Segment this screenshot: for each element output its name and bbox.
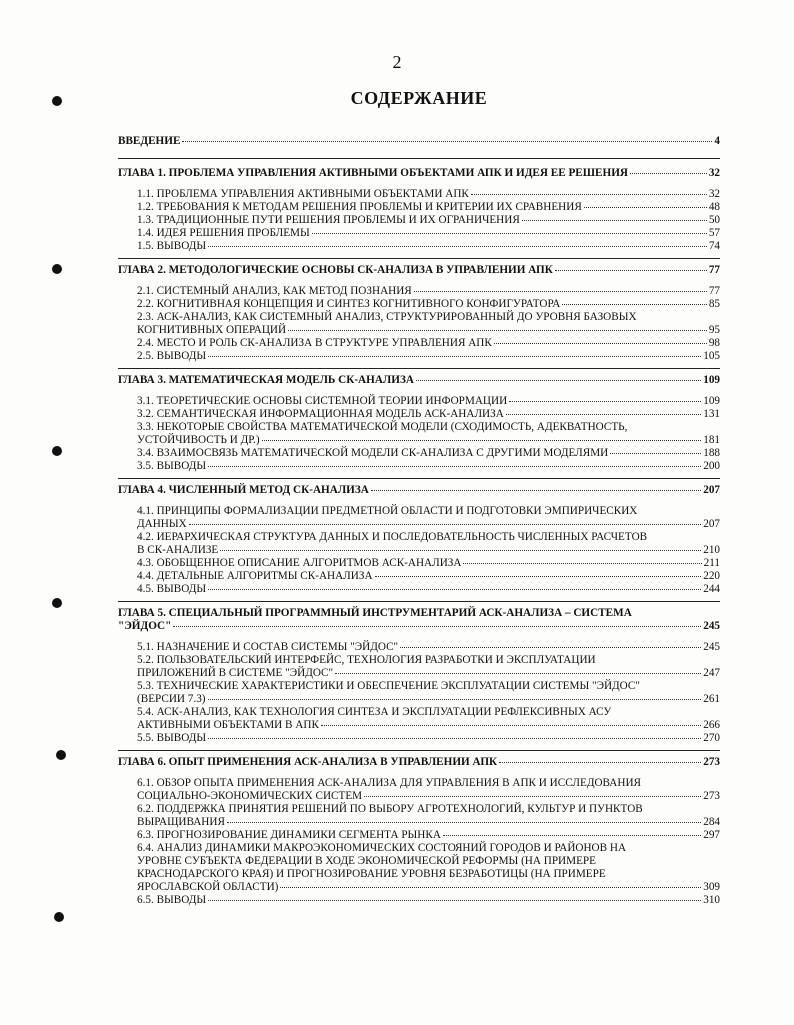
divider [118,601,720,602]
toc-section[interactable] [137,894,720,907]
toc-section[interactable] [137,214,720,227]
toc-section[interactable] [137,816,720,829]
toc-page-number: 77 [708,264,720,276]
toc-page-number: 74 [708,240,720,252]
toc-page-number: 181 [703,434,720,446]
toc-section-label: УСТОЙЧИВОСТЬ И ДР.) [137,434,260,446]
toc-section-line: УРОВНЕ СУБЪЕКТА ФЕДЕРАЦИИ В ХОДЕ ЭКОНОМИЧЕСКОЙ РЕФОРМЫ (НА ПРИМЕРЕ [137,855,596,867]
toc-section[interactable] [137,350,720,363]
toc-section-first-line: 4.2. ИЕРАРХИЧЕСКАЯ СТРУКТУРА ДАННЫХ И ПОСЛЕДОВАТЕЛЬНОСТЬ ЧИСЛЕННЫХ РАСЧЕТОВ [137,531,648,543]
toc-page-number: 309 [703,881,720,893]
dot-leader [494,343,707,344]
dot-leader [522,220,707,221]
punch-hole-6 [54,912,64,922]
dot-leader [280,887,701,888]
toc-chapter-label: ГЛАВА 6. ОПЫТ ПРИМЕНЕНИЯ АСК-АНАЛИЗА В УПРАВЛЕНИИ АПК [118,756,498,768]
toc-section[interactable] [137,434,720,447]
divider [118,368,720,369]
dot-leader [443,835,701,836]
toc-chapter-label: ГЛАВА 3. МАТЕМАТИЧЕСКАЯ МОДЕЛЬ СК-АНАЛИЗА [118,374,414,386]
toc-page-number: 188 [703,447,720,459]
toc-section-label: 1.2. ТРЕБОВАНИЯ К МЕТОДАМ РЕШЕНИЯ ПРОБЛЕМЫ И КРИТЕРИИ ИХ СРАВНЕНИЯ [137,201,582,213]
toc-section-line: КРАСНОДАРСКОГО КРАЯ) И ПРОГНОЗИРОВАНИЕ УРОВНЯ БЕЗРАБОТИЦЫ (НА ПРИМЕРЕ [137,868,606,880]
dot-leader [321,725,701,726]
toc-section-label: 6.5. ВЫВОДЫ [137,894,207,906]
toc-section[interactable] [137,395,720,408]
toc-page-number: 105 [703,350,720,362]
toc-section-label: 3.1. ТЕОРЕТИЧЕСКИЕ ОСНОВЫ СИСТЕМНОЙ ТЕОРИИ ИНФОРМАЦИИ [137,395,508,407]
toc-page-number: 98 [708,337,720,349]
toc-chapter-1[interactable] [118,167,720,180]
toc-page-number: 245 [703,620,720,632]
divider [118,158,720,159]
toc-section[interactable] [137,240,720,253]
toc-section[interactable] [137,641,720,654]
toc-section-first-line: 6.1. ОБЗОР ОПЫТА ПРИМЕНЕНИЯ АСК-АНАЛИЗА ДЛЯ УПРАВЛЕНИЯ В АПК И ИССЛЕДОВАНИЯ [137,777,641,789]
toc-page-number: 261 [703,693,720,705]
toc-section-label: (ВЕРСИИ 7.3) [137,693,206,705]
toc-section[interactable] [137,557,720,570]
toc-page-number: 109 [703,395,720,407]
toc-chapter-label: ГЛАВА 1. ПРОБЛЕМА УПРАВЛЕНИЯ АКТИВНЫМИ ОБЪЕКТАМИ АПК И ИДЕЯ ЕЕ РЕШЕНИЯ [118,167,628,179]
toc-section-label: 3.2. СЕМАНТИЧЕСКАЯ ИНФОРМАЦИОННАЯ МОДЕЛЬ АСК-АНАЛИЗА [137,408,504,420]
toc-chapter-label: ГЛАВА 2. МЕТОДОЛОГИЧЕСКИЕ ОСНОВЫ СК-АНАЛИЗА В УПРАВЛЕНИИ АПК [118,264,553,276]
toc-page-number: 4 [714,135,720,147]
toc-section[interactable] [137,544,720,557]
toc-section[interactable] [137,667,720,680]
toc-page-number: 50 [708,214,720,226]
toc-section[interactable] [137,719,720,732]
toc-section-label: 2.2. КОГНИТИВНАЯ КОНЦЕПЦИЯ И СИНТЕЗ КОГНИТИВНОГО КОНФИГУРАТОРА [137,298,561,310]
dot-leader [555,270,707,271]
toc-section[interactable] [137,201,720,214]
punch-hole-1 [52,96,62,106]
toc-section-label: 1.3. ТРАДИЦИОННЫЕ ПУТИ РЕШЕНИЯ ПРОБЛЕМЫ И ИХ ОГРАНИЧЕНИЯ [137,214,520,226]
dot-leader [375,576,702,577]
toc-page-number: 284 [703,816,720,828]
dot-leader [173,626,701,627]
dot-leader [610,453,701,454]
toc-section[interactable] [137,408,720,421]
toc-section[interactable] [137,570,720,583]
toc-chapter-first-line: ГЛАВА 5. СПЕЦИАЛЬНЫЙ ПРОГРАММНЫЙ ИНСТРУМЕНТАРИЙ АСК-АНАЛИЗА – СИСТЕМА [118,607,632,619]
toc-section[interactable] [137,460,720,473]
toc-page-number: 310 [703,894,720,906]
toc-section-line: 6.4. АНАЛИЗ ДИНАМИКИ МАКРОЭКОНОМИЧЕСКИХ СОСТОЯНИЙ ГОРОДОВ И РАЙОНОВ НА [137,842,627,854]
dot-leader [189,524,702,525]
toc-page-number: 32 [708,167,720,179]
dot-leader [312,233,707,234]
toc-page-number: 95 [708,324,720,336]
toc-page-number: 77 [708,285,720,297]
toc-section-label: 4.4. ДЕТАЛЬНЫЕ АЛГОРИТМЫ СК-АНАЛИЗА [137,570,373,582]
toc-section-first-line: 3.3. НЕКОТОРЫЕ СВОЙСТВА МАТЕМАТИЧЕСКОЙ МОДЕЛИ (СХОДИМОСТЬ, АДЕКВАТНОСТЬ, [137,421,628,433]
punch-hole-4 [52,598,62,608]
dot-leader [414,291,707,292]
toc-section[interactable] [137,583,720,596]
dot-leader [562,304,706,305]
page-title: СОДЕРЖАНИЕ [350,88,488,108]
toc-section[interactable] [137,337,720,350]
toc-section-label: 2.1. СИСТЕМНЫЙ АНАЛИЗ, КАК МЕТОД ПОЗНАНИЯ [137,285,412,297]
table-of-contents [118,130,720,907]
dot-leader [208,738,701,739]
dot-leader [182,141,712,142]
toc-section-label: 1.5. ВЫВОДЫ [137,240,207,252]
toc-section-label: ЯРОСЛАВСКОЙ ОБЛАСТИ) [137,881,279,893]
toc-section-label: В СК-АНАЛИЗЕ [137,544,219,556]
dot-leader [335,673,701,674]
toc-section[interactable] [137,298,720,311]
toc-section[interactable] [137,732,720,745]
toc-chapter-5[interactable] [118,620,720,633]
toc-section[interactable] [137,693,720,706]
toc-page-number: 273 [703,756,720,768]
toc-section-label: 1.1. ПРОБЛЕМА УПРАВЛЕНИЯ АКТИВНЫМИ ОБЪЕКТАМИ АПК [137,188,469,200]
toc-section[interactable] [137,324,720,337]
toc-page-number: 273 [703,790,720,802]
toc-section-first-line: 5.2. ПОЛЬЗОВАТЕЛЬСКИЙ ИНТЕРФЕЙС, ТЕХНОЛОГИЯ РАЗРАБОТКИ И ЭКСПЛУАТАЦИИ [137,654,596,666]
toc-section-label: ВЫРАЩИВАНИЯ [137,816,225,828]
toc-chapter-3[interactable] [118,374,720,387]
toc-section-label: КОГНИТИВНЫХ ОПЕРАЦИЙ [137,324,287,336]
toc-page-number: 297 [703,829,720,841]
toc-page-number: 48 [708,201,720,213]
divider [118,478,720,479]
toc-page-number: 210 [703,544,720,556]
toc-intro[interactable] [118,135,720,148]
toc-page-number: 245 [703,641,720,653]
toc-page-number: 244 [703,583,720,595]
dot-leader [208,699,702,700]
dot-leader [371,490,701,491]
toc-section-label: 2.5. ВЫВОДЫ [137,350,207,362]
dot-leader [584,207,707,208]
divider [118,750,720,751]
toc-section-label: ПРИЛОЖЕНИЙ В СИСТЕМЕ "ЭЙДОС" [137,667,334,679]
toc-section[interactable] [137,285,720,298]
toc-chapter-label: ГЛАВА 4. ЧИСЛЕННЫЙ МЕТОД СК-АНАЛИЗА [118,484,369,496]
toc-page-number: 220 [703,570,720,582]
dot-leader [208,466,701,467]
toc-page-number: 247 [703,667,720,679]
dot-leader [416,380,701,381]
dot-leader [208,900,701,901]
toc-section-label: ДАННЫХ [137,518,187,530]
toc-section-label: 3.4. ВЗАИМОСВЯЗЬ МАТЕМАТИЧЕСКОЙ МОДЕЛИ СК-АНАЛИЗА С ДРУГИМИ МОДЕЛЯМИ [137,447,609,459]
toc-section-label: СОЦИАЛЬНО-ЭКОНОМИЧЕСКИХ СИСТЕМ [137,790,363,802]
toc-page-number: 200 [703,460,720,472]
toc-section[interactable] [137,447,720,460]
dot-leader [364,796,701,797]
toc-page-number: 131 [703,408,720,420]
page-number: 2 [392,52,402,72]
toc-page-number: 207 [703,484,720,496]
toc-page-number: 211 [703,557,720,569]
dot-leader [471,194,707,195]
punch-hole-5 [56,750,66,760]
toc-section-first-line: 4.1. ПРИНЦИПЫ ФОРМАЛИЗАЦИИ ПРЕДМЕТНОЙ ОБЛАСТИ И ПОДГОТОВКИ ЭМПИРИЧЕСКИХ [137,505,638,517]
toc-page-number: 266 [703,719,720,731]
toc-section[interactable] [137,227,720,240]
toc-section-first-line: 2.3. АСК-АНАЛИЗ, КАК СИСТЕМНЫЙ АНАЛИЗ, СТРУКТУРИРОВАННЫЙ ДО УРОВНЯ БАЗОВЫХ [137,311,637,323]
toc-section[interactable] [137,829,720,842]
dot-leader [208,589,701,590]
toc-section-label: 5.5. ВЫВОДЫ [137,732,207,744]
toc-section[interactable] [137,188,720,201]
dot-leader [499,762,701,763]
toc-section-first-line: 5.3. ТЕХНИЧЕСКИЕ ХАРАКТЕРИСТИКИ И ОБЕСПЕЧЕНИЕ ЭКСПЛУАТАЦИИ СИСТЕМЫ "ЭЙДОС" [137,680,640,692]
toc-chapter-label: "ЭЙДОС" [118,620,172,632]
dot-leader [630,173,707,174]
punch-hole-2 [52,264,62,274]
toc-section-label: 4.5. ВЫВОДЫ [137,583,207,595]
toc-section[interactable] [137,518,720,531]
divider [118,258,720,259]
toc-chapter-4[interactable] [118,484,720,497]
toc-section-label: 1.4. ИДЕЯ РЕШЕНИЯ ПРОБЛЕМЫ [137,227,310,239]
toc-section-label: 2.4. МЕСТО И РОЛЬ СК-АНАЛИЗА В СТРУКТУРЕ УПРАВЛЕНИЯ АПК [137,337,492,349]
toc-section-first-line: 6.2. ПОДДЕРЖКА ПРИНЯТИЯ РЕШЕНИЙ ПО ВЫБОРУ АГРОТЕХНОЛОГИЙ, КУЛЬТУР И ПУНКТОВ [137,803,643,815]
dot-leader [208,356,701,357]
toc-page-number: 32 [708,188,720,200]
toc-page-number: 57 [708,227,720,239]
toc-page-number: 85 [708,298,720,310]
toc-section-first-line: 5.4. АСК-АНАЛИЗ, КАК ТЕХНОЛОГИЯ СИНТЕЗА И ЭКСПЛУАТАЦИИ РЕФЛЕКСИВНЫХ АСУ [137,706,612,718]
dot-leader [208,246,707,247]
toc-section-label: 5.1. НАЗНАЧЕНИЕ И СОСТАВ СИСТЕМЫ "ЭЙДОС" [137,641,399,653]
toc-section[interactable] [137,790,720,803]
toc-section[interactable] [137,881,720,894]
dot-leader [227,822,701,823]
toc-page-number: 109 [703,374,720,386]
toc-section-label: АКТИВНЫМИ ОБЪЕКТАМИ В АПК [137,719,319,731]
toc-page-number: 207 [703,518,720,530]
toc-section-label: 4.3. ОБОБЩЕННОЕ ОПИСАНИЕ АЛГОРИТМОВ АСК-АНАЛИЗА [137,557,462,569]
toc-chapter-2[interactable] [118,264,720,277]
dot-leader [288,330,707,331]
toc-section-label: 6.3. ПРОГНОЗИРОВАНИЕ ДИНАМИКИ СЕГМЕНТА РЫНКА [137,829,441,841]
dot-leader [220,550,701,551]
toc-page-number: 270 [703,732,720,744]
punch-hole-3 [52,446,62,456]
toc-chapter-6[interactable] [118,756,720,769]
dot-leader [463,563,701,564]
toc-section-label: 3.5. ВЫВОДЫ [137,460,207,472]
toc-entry-label: ВВЕДЕНИЕ [118,135,181,147]
dot-leader [509,401,701,402]
dot-leader [400,647,701,648]
dot-leader [506,414,701,415]
dot-leader [262,440,702,441]
